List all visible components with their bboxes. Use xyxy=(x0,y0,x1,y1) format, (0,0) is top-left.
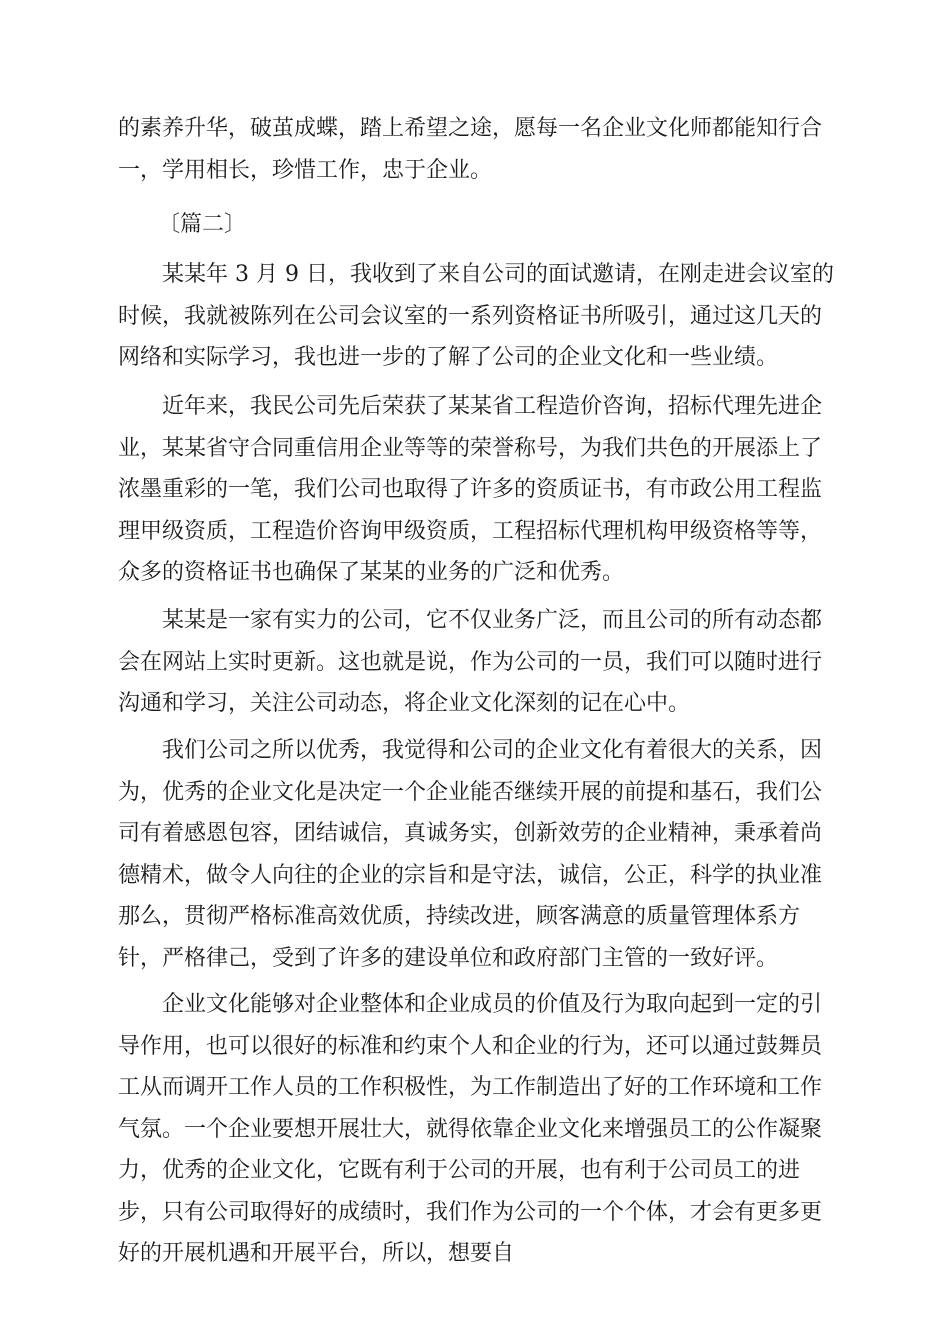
text-line: 工从而调开工作人员的工作积极性，为工作制造出了好的工作环境和工作 xyxy=(118,1075,823,1100)
text-line: 网络和实际学习，我也进一步的了解了公司的企业文化和一些业绩。 xyxy=(118,345,779,370)
text-line: 企业文化能够对企业整体和企业成员的价值及行为取向起到一定的引 xyxy=(162,992,823,1017)
text-line: 众多的资格证书也确保了某某的业务的广泛和优秀。 xyxy=(118,560,625,585)
text-line: 导作用，也可以很好的标准和约束个人和企业的行为，还可以通过鼓舞员 xyxy=(118,1033,823,1059)
text-line: 近年来，我民公司先后荣获了某某省工程造价咨询，招标代理先进企 xyxy=(162,394,823,419)
text-line: 司有着感恩包容，团结诚信，真诚务实，创新效劳的企业精神，秉承着尚 xyxy=(118,821,823,846)
text-line: 一，学用相长，珍惜工作，忠于企业。 xyxy=(118,157,493,183)
paragraph-4 xyxy=(118,730,834,979)
text-line: 沟通和学习，关注公司动态，将企业文化深刻的记在心中。 xyxy=(118,691,691,716)
paragraph-1 xyxy=(118,254,834,379)
text-line: 时候，我就被陈列在公司会议室的一系列资格证书所吸引，通过这几天的 xyxy=(118,303,823,329)
text-line: 某某年 3 月 9 日，我收到了来自公司的面试邀请，在刚走进会议室的 xyxy=(162,262,834,287)
paragraph-5 xyxy=(118,984,834,1275)
text-line: 好的开展机遇和开展平台，所以，想要自 xyxy=(118,1241,515,1266)
text-line: 那么，贯彻严格标准高效优质，持续改进，顾客满意的质量管理体系方 xyxy=(118,904,801,929)
paragraph-3 xyxy=(118,600,834,725)
text-line: 浓墨重彩的一笔，我们公司也取得了许多的资质证书，有市政公用工程监 xyxy=(118,477,823,502)
text-line: 气氛。一个企业要想开展壮大，就得依靠企业文化来增强员工的公作凝聚 xyxy=(118,1116,823,1142)
text-line: 德精术，做令人向往的企业的宗旨和是守法，诚信，公正，科学的执业准 xyxy=(118,862,823,888)
text-line: 某某是一家有实力的公司，它不仅业务广泛，而且公司的所有动态都 xyxy=(162,608,823,633)
section-heading: 〔篇二〕 xyxy=(158,212,247,237)
text-line: 步，只有公司取得好的成绩时，我们作为公司的一个个体，才会有更多更 xyxy=(118,1199,823,1225)
text-line: 为，优秀的企业文化是决定一个企业能否继续开展的前提和基石，我们公 xyxy=(118,779,823,805)
paragraph-continuation xyxy=(118,108,834,191)
text-line: 我们公司之所以优秀，我觉得和公司的企业文化有着很大的关系，因 xyxy=(162,738,823,763)
text-line: 的素养升华，破茧成蝶，踏上希望之途，愿每一名企业文化师都能知行合 xyxy=(118,116,823,141)
text-line: 会在网站上实时更新。这也就是说，作为公司的一员，我们可以随时进行 xyxy=(118,649,823,675)
text-line: 业，某某省守合同重信用企业等等的荣誉称号，为我们共色的开展添上了 xyxy=(118,435,823,461)
text-line: 理甲级资质，工程造价咨询甲级资质，工程招标代理机构甲级资格等等， xyxy=(118,518,823,544)
paragraph-2 xyxy=(118,386,834,594)
text-line: 针，严格律己，受到了许多的建设单位和政府部门主管的一致好评。 xyxy=(118,945,779,971)
text-line: 力，优秀的企业文化，它既有利于公司的开展，也有利于公司员工的进 xyxy=(118,1158,801,1183)
